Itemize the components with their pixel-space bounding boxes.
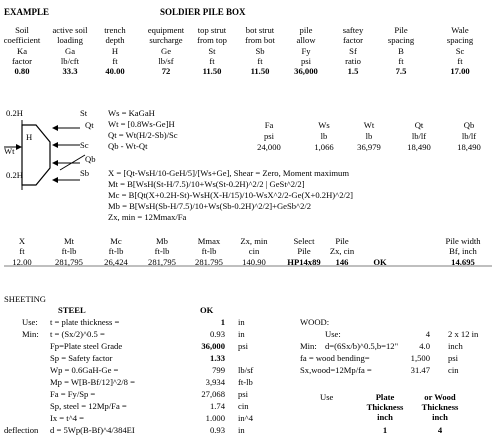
result-unit: Pile [297,246,311,256]
param-unit: lb/cft [60,56,80,66]
steel-row-formula: Fp=Plate steel Grade [50,341,123,351]
result-value: 281,795 [55,257,83,267]
wood-use-value: 4 [425,329,430,339]
formula-line: Zx, min = 12Mmax/Fa [108,212,187,222]
wood-use-label: Use: [325,329,341,339]
param-symbol: Fy [301,46,311,56]
steel-row-unit: lb/sf [238,365,254,375]
qt-arrowhead-icon [52,142,58,148]
result-header: Mb [156,236,168,246]
wood-thickness-header-1: or Wood [424,392,456,402]
result-header: Mmax [197,236,221,246]
result-value: HP14x89 [287,257,321,267]
force-value: 18,490 [407,142,431,152]
result-header: Pile width [445,236,481,246]
result-unit: ft [19,246,25,256]
sb-arrowhead-icon [52,177,58,183]
result-unit: cin [248,246,260,256]
steel-row-formula: Sp, steel = 12Mp/Fa = [50,401,127,411]
steel-row-value: 3,934 [205,377,225,387]
wt-arrowhead-icon [16,144,22,150]
steel-row-unit: in^4 [238,413,254,423]
result-header: Pile [335,236,349,246]
min-label: Min: [22,329,39,339]
wood-min-label: Min: [300,341,317,351]
result-value: 140.90 [242,257,266,267]
bottom-label: 0.2H [6,170,23,180]
param-unit: lb/sf [158,56,174,66]
plate-thickness-header-1: Plate [375,392,395,402]
force-unit: psi [263,131,275,141]
result-header: X [18,236,26,246]
param-unit: psi [300,56,312,66]
force-header: Qb [463,120,475,130]
param-unit: ft [209,56,215,66]
param-unit: ft [257,56,263,66]
formula-line: Qt = Wt(H/2-Sb)/Sc [108,130,178,140]
steel-row-value: 799 [212,365,225,375]
param-header-2: allow [296,35,316,45]
param-header-1: Wale [451,25,469,35]
sc-arrowhead-icon [52,160,58,166]
wood-use2-label: Use [320,392,334,402]
formula-line: Mb = B[WsH(Sb-H/7.5)/10+Ws(Sb-0.2H)^2/2]+GeSb^2/2 [108,201,312,211]
wood-min-unit: inch [448,341,463,351]
param-unit: ratio [345,56,361,66]
example-label: EXAMPLE [4,7,49,17]
steel-title: STEEL [58,305,86,315]
formula-line: Wt = [0.8Ws-Ge]H [108,119,175,129]
param-header-2: spacing [387,35,415,45]
param-header-1: trench [104,25,126,35]
deflection-label: deflection [4,425,39,435]
param-header-1: pile [299,25,313,35]
wood-use-unit: 2 x 12 in [448,329,479,339]
steel-row-unit: in [238,329,245,339]
param-symbol: Sb [255,46,265,56]
result-value: 26,424 [104,257,128,267]
param-value: 11.50 [250,66,270,76]
steel-row-formula: Mp = W[B-Bf/12]^2/8 = [50,377,135,387]
result-value: 281.795 [195,257,223,267]
plate-thickness-header-2: Thickness [366,402,404,412]
result-header: Mc [110,236,122,246]
wood-thickness-value: 4 [437,425,443,435]
formula-line: Mc = B[Qt(X+0.2H-St)-WsH(X-H/15)/10-WsX^2/2-Ge(X+0.2H)^2/2] [108,190,354,200]
param-value: 17.00 [450,66,470,76]
param-header-1: equipment [147,25,185,35]
wood-fa-formula: fa = wood bending= [300,353,370,363]
steel-row-value: 1.74 [209,401,225,411]
result-header: Select [293,236,315,246]
param-unit: factor [11,56,33,66]
param-symbol: Ga [64,46,76,56]
steel-row-unit: cin [238,401,249,411]
param-unit: ft [112,56,118,66]
result-value: 14.695 [451,257,475,267]
wood-thickness-header-2: Thickness [421,402,459,412]
param-symbol: Sf [349,46,357,56]
result-unit: Bf, inch [449,246,477,256]
formula-line: Ws = KaGaH [108,108,155,118]
param-symbol: B [398,46,404,56]
steel-row-formula: Sp = Safety factor [50,353,113,363]
st-label: St [80,108,88,118]
force-unit: lb [365,131,373,141]
param-header-2: depth [105,35,125,45]
wood-min-formula: d=(6Sx/b)^0.5,b=12" [325,341,399,351]
wood-fa-unit: psi [448,353,459,363]
force-header: Qt [414,120,424,130]
formula-line: Mt = B[WsH(St-H/7.5)/10+Ws(St-0.2H)^2/2 | GeSt^2/2] [108,179,305,189]
wood-title: WOOD: [300,317,330,327]
wood-sx-value: 31.47 [410,365,430,375]
force-value: 1,066 [314,142,334,152]
force-value: 24,000 [257,142,281,152]
steel-row-unit: in [238,317,245,327]
force-unit: lb/lf [461,131,477,141]
force-header: Fa [264,120,274,130]
force-header: Wt [363,120,375,130]
formula-line: X = [Qt-WsH/10-GeH/5]/[Ws+Ge], Shear = Zero, Moment maximum [108,168,350,178]
steel-row-value: 1.000 [205,413,225,423]
steel-row-formula: d = 5Wp(B-Bf)^4/384EI [50,425,135,435]
sc-label: Sc [80,140,89,150]
param-header-1: top strut [197,25,227,35]
steel-row-value: 1.33 [209,353,225,363]
steel-row-formula: Ix = t^4 = [50,413,85,423]
param-value: 40.00 [105,66,125,76]
param-header-2: from top [197,35,227,45]
param-symbol: St [208,46,216,56]
result-header: Mt [63,236,75,246]
param-header-1: Soil [15,25,29,35]
result-value: OK [373,257,387,267]
result-value: 12.00 [12,257,32,267]
top-label: 0.2H [6,108,23,118]
param-value: 11.50 [202,66,222,76]
st-arrowhead-icon [52,125,58,131]
h-label: H [26,132,33,142]
param-symbol: H [111,46,119,56]
param-value: 72 [161,66,171,76]
steel-row-formula: Fa = Fy/Sp = [50,389,96,399]
param-symbol: Ka [16,46,28,56]
wt-label: Wt [4,146,15,156]
param-header-1: Pile [394,25,408,35]
steel-row-unit: psi [238,341,249,351]
param-header-2: spacing [446,35,474,45]
param-header-2: surcharge [149,35,183,45]
param-header-2: from bot [245,35,275,45]
param-value: 1.5 [347,66,359,76]
plate-thickness-header-3: inch [377,412,393,422]
steel-row-value: 27,068 [201,389,225,399]
param-symbol: Ge [160,46,172,56]
param-header-1: active soil [52,25,88,35]
force-value: 18,490 [457,142,481,152]
steel-ok: OK [200,305,214,315]
steel-row-value: 1 [220,317,225,327]
result-value: 146 [335,257,349,267]
param-unit: ft [457,56,463,66]
wood-thickness-header-3: inch [432,412,448,422]
param-header-1: saftey [342,25,364,35]
wood-fa-value: 1,500 [410,353,430,363]
force-unit: lb/lf [411,131,427,141]
result-unit: Zx, cin [329,246,355,256]
steel-row-value: 36,000 [201,341,225,351]
param-header-2: factor [342,35,364,45]
param-header-2: coefficient [3,35,41,45]
sheeting-title: SHEETING [4,294,47,304]
result-unit: ft-lb [61,246,77,256]
param-value: 7.5 [395,66,407,76]
steel-row-unit: ft-lb [238,377,253,387]
param-unit: ft [398,56,404,66]
wood-sx-formula: Sx,wood=12Mp/fa = [300,365,372,375]
qt-label: Qt [85,120,94,130]
force-value: 36,979 [357,142,381,152]
param-header-2: loading [57,35,83,45]
force-header: Ws [318,120,330,130]
result-unit: ft-lb [108,246,124,256]
page-title: SOLDIER PILE BOX [160,7,246,17]
param-value: 36,000 [294,66,318,76]
qb-label: Qb [85,154,96,164]
result-unit: ft-lb [154,246,170,256]
steel-row-formula: t = (Sx/2)^0.5 = [50,329,105,339]
plate-thickness-value: 1 [382,425,388,435]
result-unit: ft-lb [201,246,217,256]
steel-row-formula: t = plate thickness = [50,317,120,327]
steel-row-value: 0.93 [209,425,225,435]
steel-row-unit: psi [238,389,249,399]
result-header: Zx, min [240,236,268,246]
use-label: Use: [22,317,38,327]
steel-row-value: 0.93 [209,329,225,339]
wood-sx-unit: cin [448,365,459,375]
param-symbol: Sc [455,46,465,56]
wood-min-value: 4.0 [419,341,430,351]
formula-line: Qb - Wt-Qt [108,141,148,151]
force-unit: lb [320,131,328,141]
steel-row-unit: in [238,425,245,435]
param-value: 0.80 [14,66,30,76]
param-value: 33.3 [62,66,78,76]
result-value: 281,795 [148,257,176,267]
sb-label: Sb [80,168,90,178]
param-header-1: bot strut [245,25,275,35]
steel-row-formula: Wp = 0.6GaH-Ge = [50,365,119,375]
